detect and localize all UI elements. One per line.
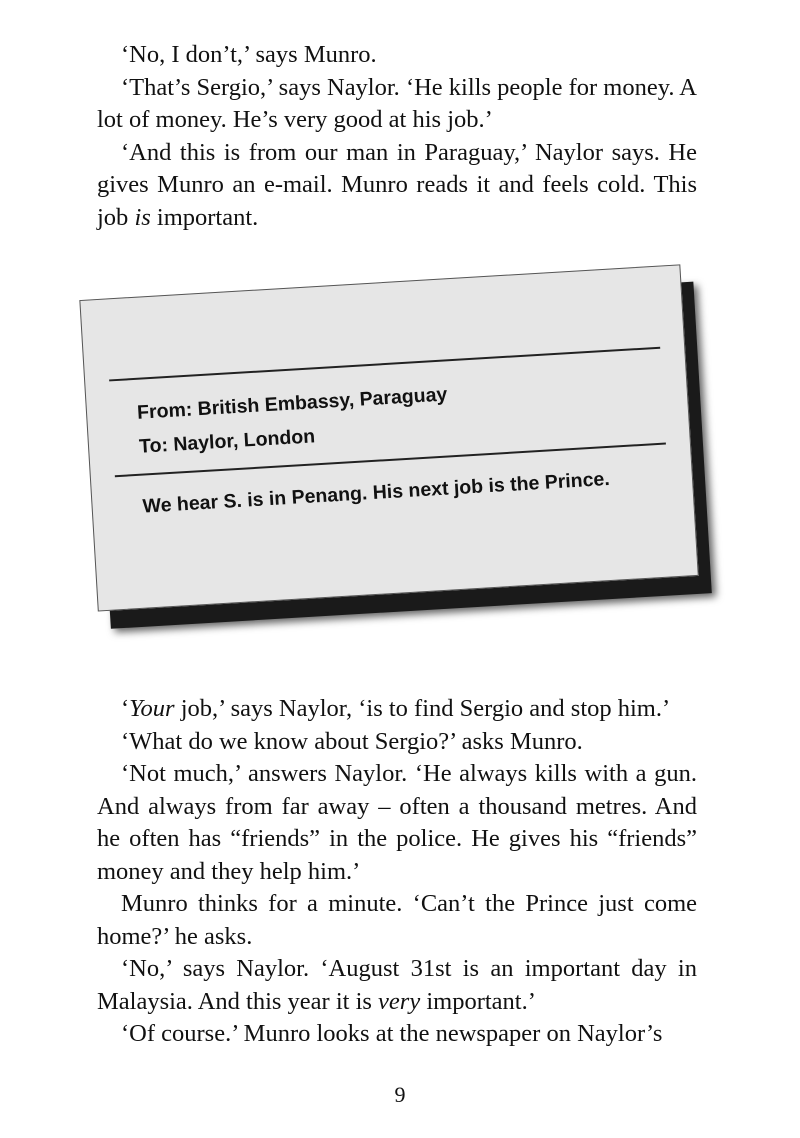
paragraph-munro-thinks: Munro thinks for a minute. ‘Can’t the Prince just come home?’ he asks. [97,890,697,950]
paragraph-your-job: ‘Your job,’ says Naylor, ‘is to find Sergio and stop him.’ [121,695,671,722]
email-to: To: Naylor, London [138,425,316,458]
email-from: From: British Embassy, Paraguay [136,383,448,424]
emphasis-is: is [134,203,151,231]
paragraph-text-end: important.’ [420,987,536,1015]
paragraph-of-course: ‘Of course.’ Munro looks at the newspaper on Naylor’s [121,1020,663,1047]
top-text-block [97,39,697,234]
emphasis-your: Your [129,695,175,722]
paragraph-text: ‘And this is from our man in Paraguay,’ Naylor says. He gives Munro an e-mail. Munro reads it and feels cold. This job [97,138,697,231]
paragraph-text-end: important. [150,203,259,231]
email-message: We hear S. is in Penang. His next job is the Prince. [142,467,611,518]
paragraph-what-do-we-know: ‘What do we know about Sergio?’ asks Munro. [121,727,583,755]
paragraph-august-31st [97,953,697,1018]
email-divider-top [109,347,660,382]
page-number: 9 [394,1082,406,1107]
email-card [79,264,696,609]
bottom-text-block [97,693,697,1051]
paragraph-text: job,’ says Naylor, ‘is to find Sergio and stop him.’ [174,695,671,722]
paragraph-thats-sergio: ‘That’s Sergio,’ says Naylor. ‘He kills people for money. A lot of money. He’s very good at his job.’ [97,73,697,133]
emphasis-very: very [378,987,421,1015]
paragraph-no-i-dont: ‘No, I don’t,’ says Munro. [121,41,377,68]
paragraph-man-in-paraguay [97,137,697,235]
paragraph-text: ‘No,’ says Naylor. ‘August 31st is an important day in Malaysia. And this year it is [97,955,697,1015]
paragraph-not-much: ‘Not much,’ answers Naylor. ‘He always kills with a gun. And always from far away – often a thousand metres. And he often has “friends” in the police. He gives his “friends” money and they help him.’ [97,760,697,885]
email-card-body [79,264,698,611]
